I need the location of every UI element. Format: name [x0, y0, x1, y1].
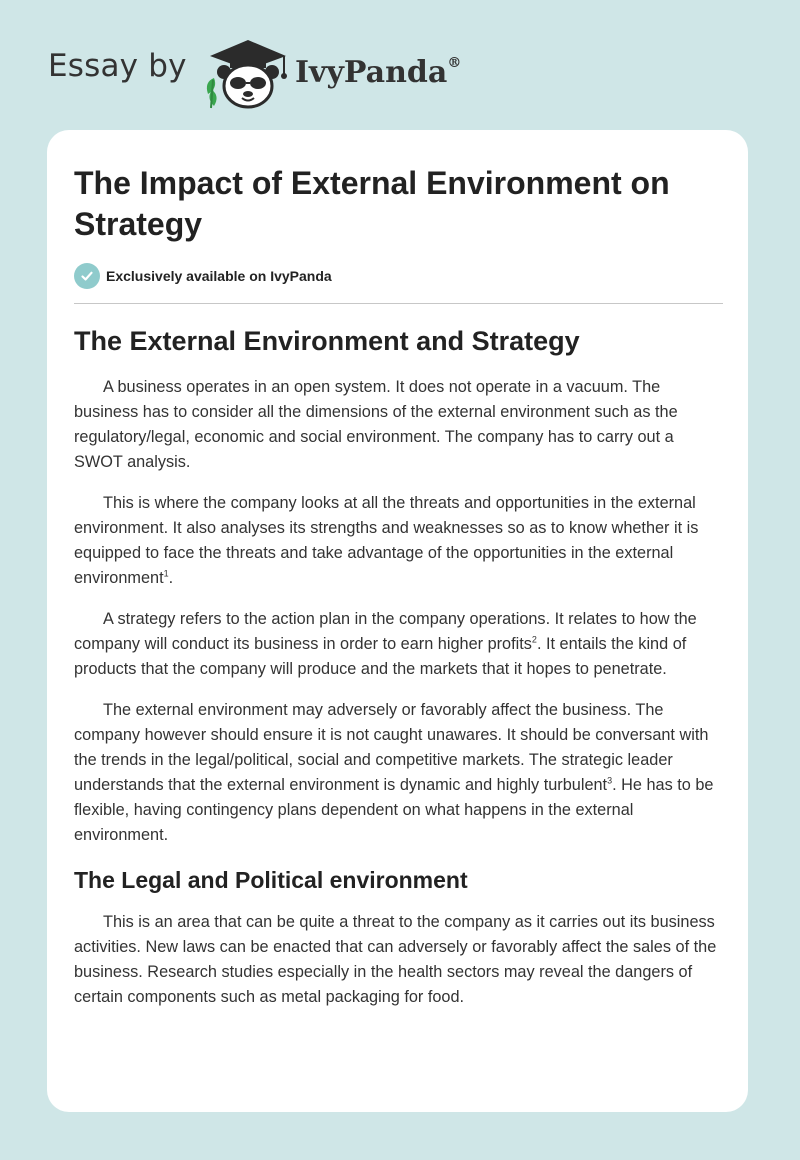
brand-name: IvyPanda	[295, 55, 448, 90]
footnote-ref[interactable]: 3	[607, 775, 613, 786]
section-heading: The Legal and Political environment	[74, 867, 468, 893]
paragraph	[74, 491, 724, 591]
paragraph-text: A business operates in an open system. It does not operate in a vacuum. The business has to consider all the dimensions of the external environment such as the regulatory/legal, economic and social environment. The company has to carry out a SWOT analysis.	[74, 378, 678, 471]
paragraph-text: The external environment may adversely or favorably affect the business. The company however should ensure it is not caught unawares. It should be conversant with the trends in the legal/political, social and competitive markets. The strategic leader understands that the external environment is dynamic and highly turbulent	[74, 701, 709, 794]
exclusive-badge	[74, 263, 332, 289]
paragraph-text: This is an area that can be quite a threat to the company as it carries out its business activities. New laws can be enacted that can adversely or favorably affect the sales of the business. Research studies especially in the health sectors may reveal the dangers of certain components such as metal packaging for food.	[74, 913, 717, 1006]
essay-card	[47, 130, 748, 1112]
site-header	[0, 0, 800, 130]
paragraph	[74, 910, 724, 1010]
footnote-ref[interactable]: 1	[163, 568, 169, 579]
essay-by-label: Essay by	[48, 48, 187, 84]
paragraph-text: . It entails the kind of products that the company will produce and the markets that it hopes to penetrate.	[74, 635, 687, 678]
paragraph	[74, 698, 724, 848]
registered-mark: ®	[447, 55, 462, 71]
footnote-ref[interactable]: 2	[531, 634, 537, 645]
paragraph-text: . He has to be flexible, having contingency plans dependent on what happens in the external environment.	[74, 776, 714, 844]
panda-graduate-icon	[200, 34, 292, 110]
paragraph-text: .	[168, 569, 174, 587]
badge-text: Exclusively available on IvyPanda	[106, 268, 332, 284]
paragraph-text: A strategy refers to the action plan in the company operations. It relates to how the company will conduct its business in order to earn higher profits	[74, 610, 697, 653]
check-icon	[74, 263, 100, 289]
paragraph-text: This is where the company looks at all the threats and opportunities in the external environment. It also analyses its strengths and weaknesses so as to know whether it is equipped to face the threats and take advantage of the opportunities in the external environment	[74, 494, 699, 587]
brand-logo[interactable]	[295, 55, 461, 90]
paragraph	[74, 375, 724, 475]
divider	[74, 303, 723, 304]
paragraph	[74, 607, 724, 682]
essay-body	[74, 323, 724, 1026]
page-title: The Impact of External Environment on Strategy	[74, 165, 670, 242]
section-heading: The External Environment and Strategy	[74, 326, 580, 356]
